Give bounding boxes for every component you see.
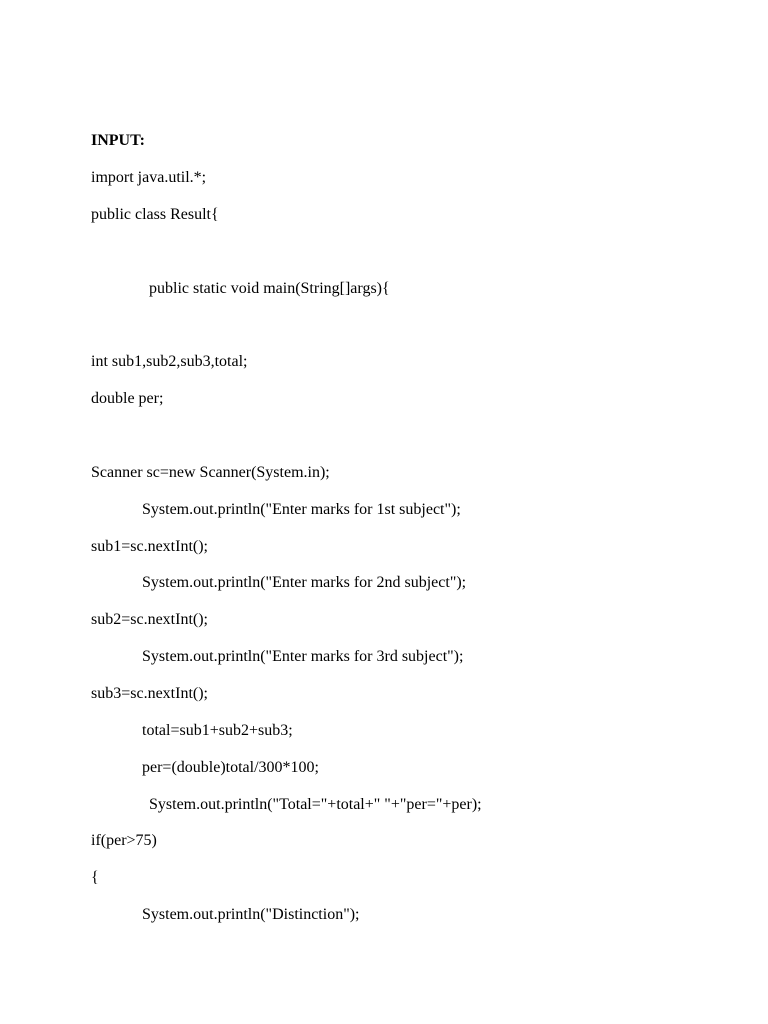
code-line: Scanner sc=new Scanner(System.in); — [91, 464, 330, 481]
code-line: int sub1,sub2,sub3,total; — [91, 353, 248, 370]
code-line: { — [91, 869, 99, 886]
section-heading: INPUT: — [91, 132, 145, 149]
code-line: total=sub1+sub2+sub3; — [142, 722, 293, 739]
code-line: System.out.println("Distinction"); — [142, 906, 360, 923]
code-line: sub2=sc.nextInt(); — [91, 611, 208, 628]
code-line: System.out.println("Enter marks for 1st subject"); — [142, 501, 461, 518]
code-line: System.out.println("Total="+total+" "+"per="+per); — [149, 796, 482, 813]
code-line: System.out.println("Enter marks for 3rd subject"); — [142, 648, 464, 665]
code-line: double per; — [91, 390, 164, 407]
code-line: per=(double)total/300*100; — [142, 759, 319, 776]
code-line: sub1=sc.nextInt(); — [91, 538, 208, 555]
code-line: System.out.println("Enter marks for 2nd subject"); — [142, 574, 467, 591]
code-line: if(per>75) — [91, 832, 157, 849]
code-line: sub3=sc.nextInt(); — [91, 685, 208, 702]
code-line: public static void main(String[]args){ — [149, 280, 390, 297]
code-line: public class Result{ — [91, 206, 219, 223]
code-line: import java.util.*; — [91, 169, 207, 186]
